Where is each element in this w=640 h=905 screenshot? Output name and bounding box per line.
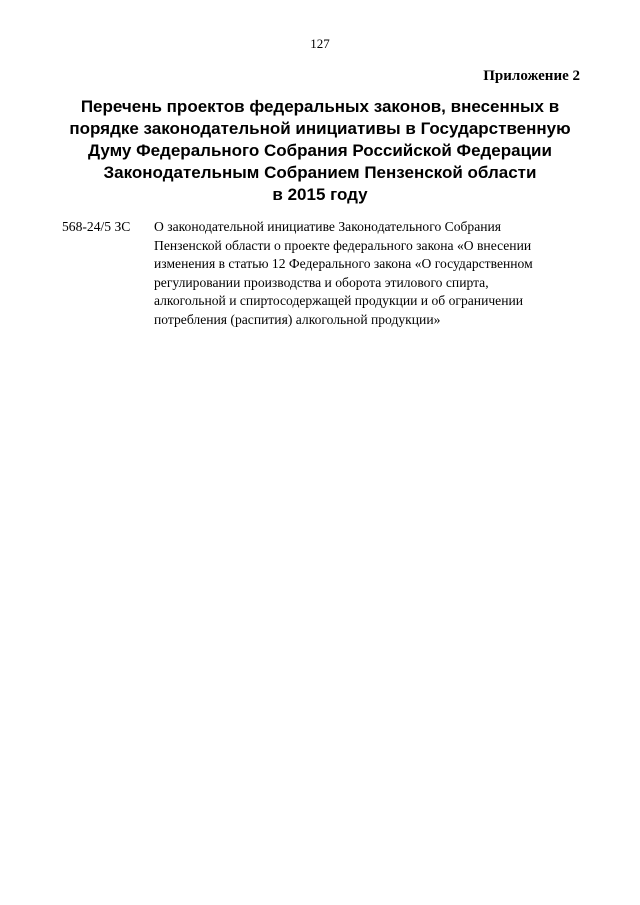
entry-text-line: Пензенской области о проекте федерального закона «О внесении: [154, 237, 532, 253]
title-line: Перечень проектов федеральных законов, внесенных в: [80, 97, 560, 116]
entry-text-line: регулировании производства и оборота этилового спирта,: [154, 274, 489, 290]
page-number: 127: [310, 36, 330, 51]
entry-text-line: потребления (распития) алкогольной продукции»: [154, 311, 441, 327]
entry-text-line: изменения в статью 12 Федерального закона «О государственном: [154, 256, 533, 271]
entry-text-line: О законодательной инициативе Законодательного Собрания: [154, 219, 502, 234]
entry-text: [154, 218, 584, 329]
entry-text-line: алкогольной и спиртосодержащей продукции и об ограничении: [154, 293, 524, 308]
appendix-label: Приложение 2: [483, 68, 580, 84]
title-line: порядке законодательной инициативы в Государственную: [69, 119, 571, 138]
document-title: [40, 96, 600, 206]
title-line: Законодательным Собранием Пензенской области: [103, 163, 537, 182]
entry-code: 568-24/5 ЗС: [62, 219, 131, 234]
title-line: в 2015 году: [272, 185, 368, 204]
title-line: Думу Федерального Собрания Российской Федерации: [88, 141, 552, 160]
